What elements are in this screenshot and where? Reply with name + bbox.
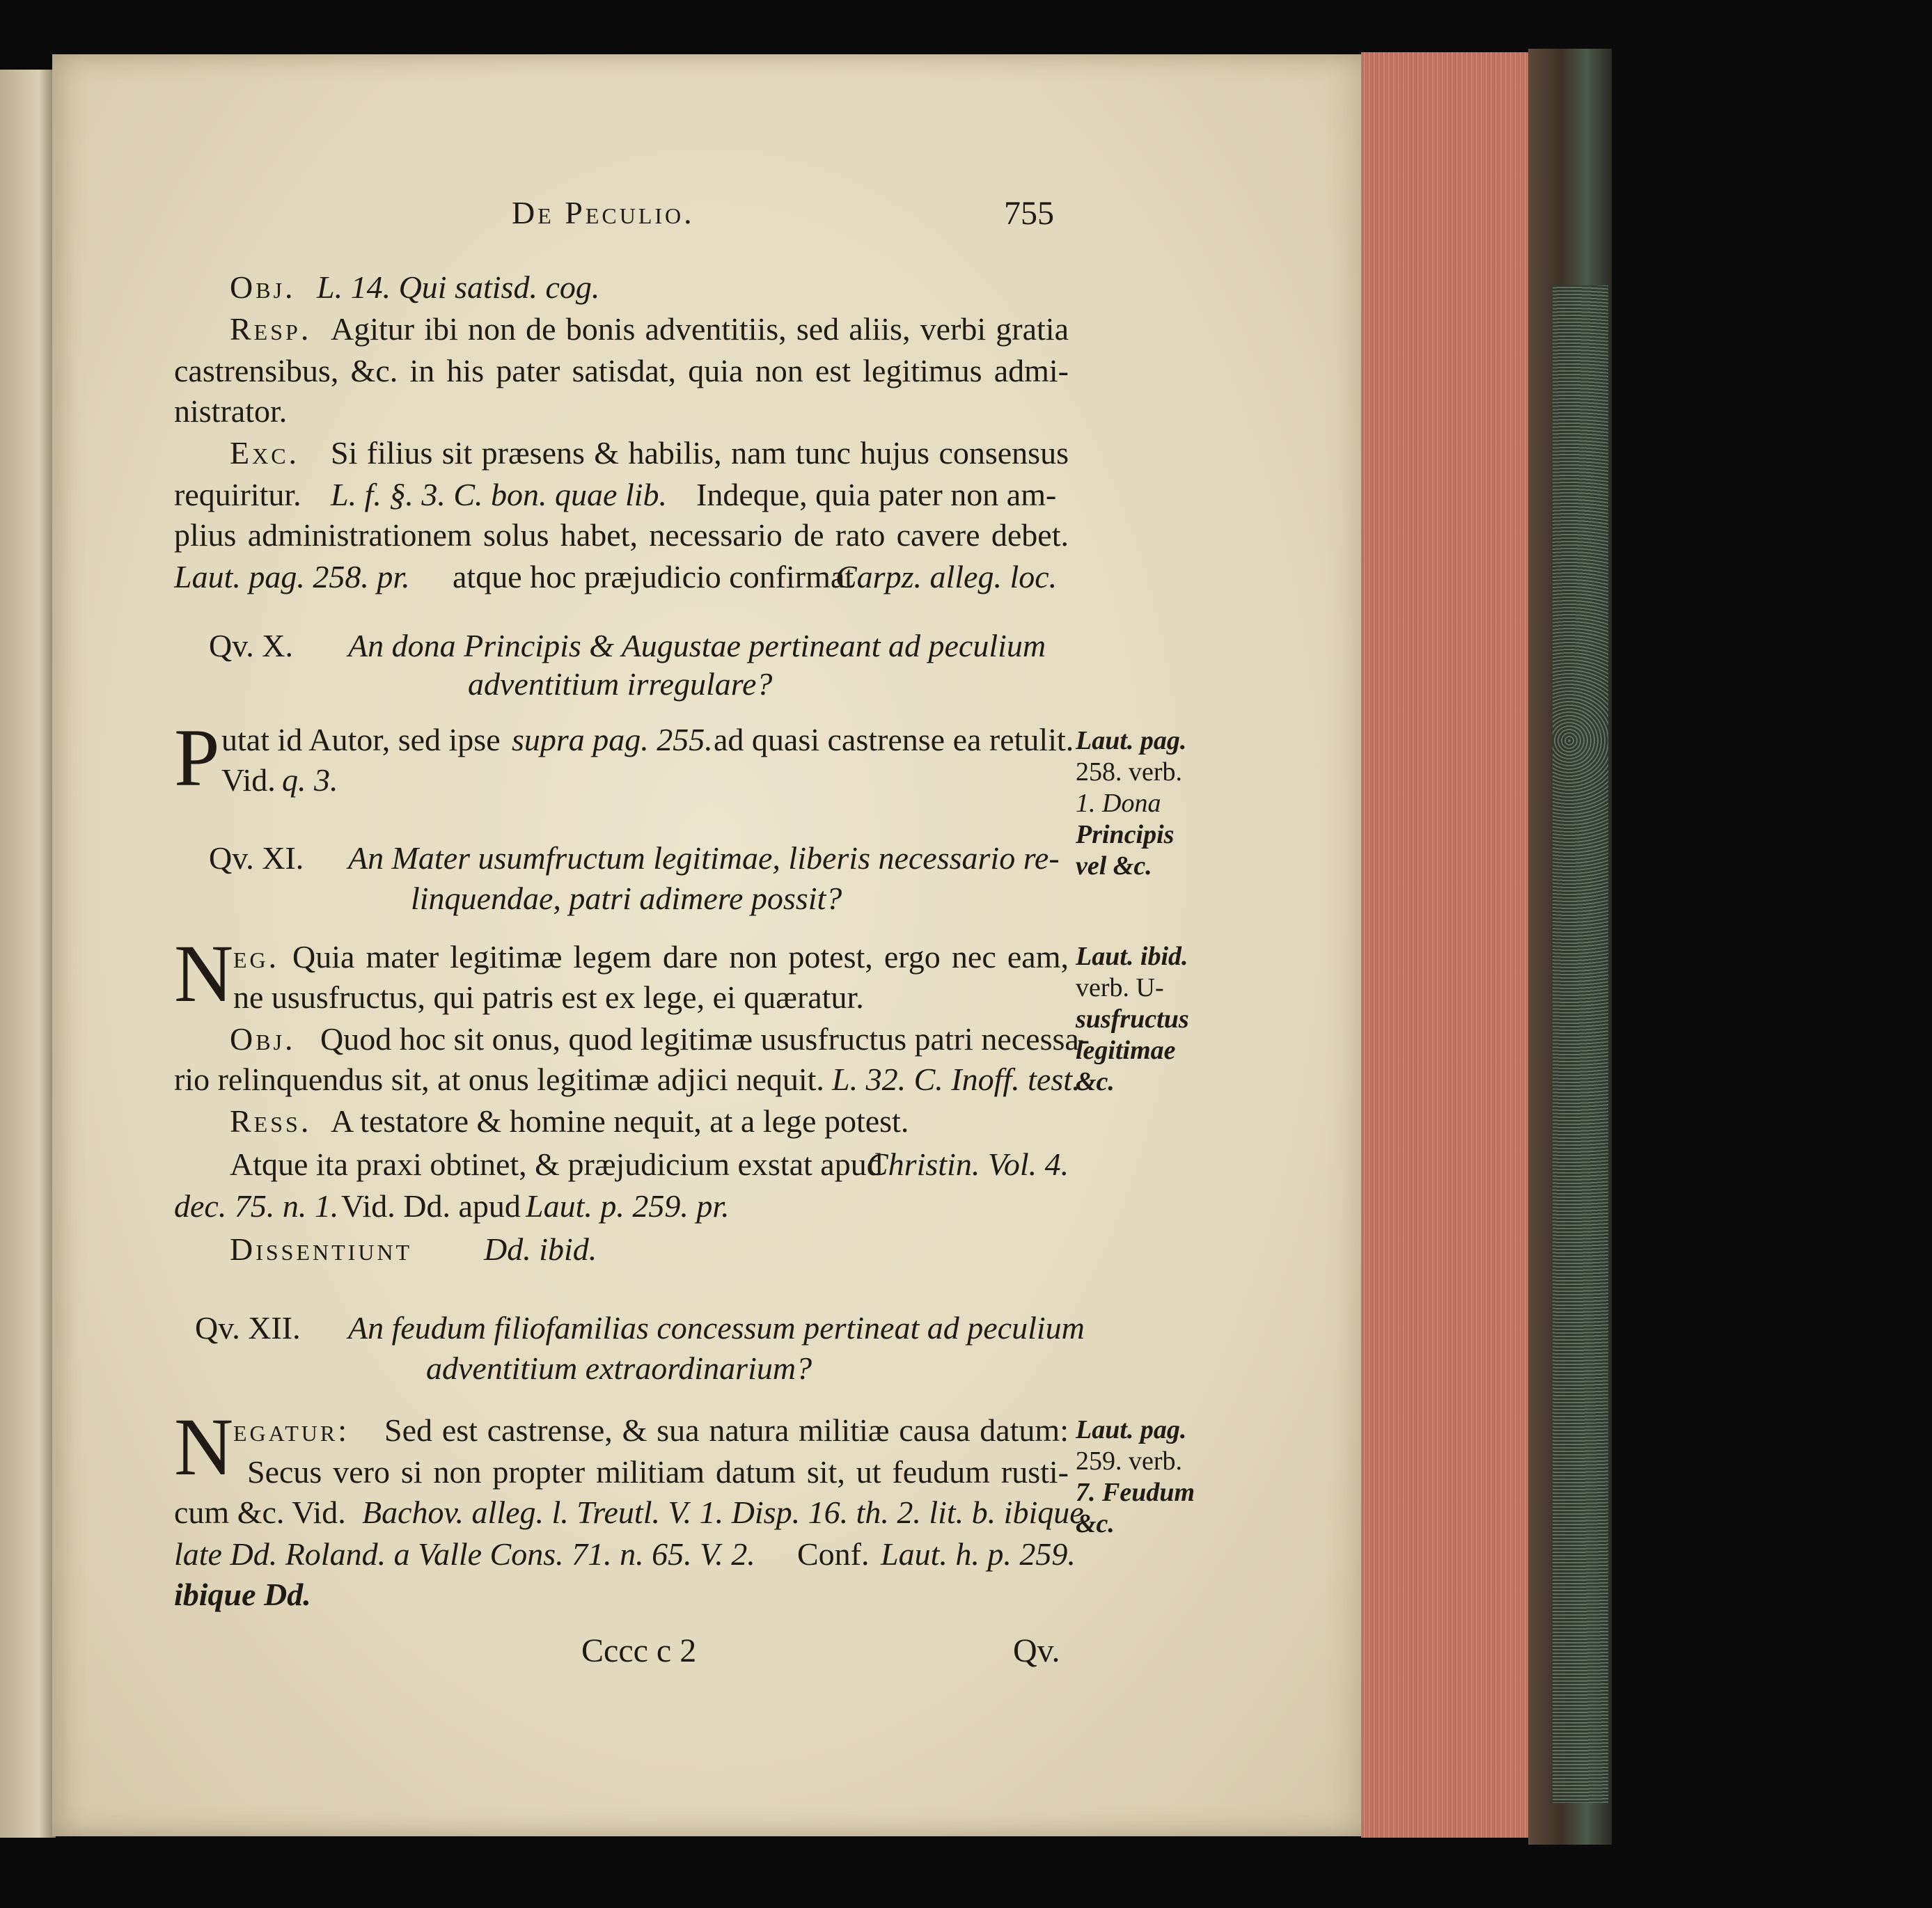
question-11-line-2: linquendae, patri adimere possit?	[411, 881, 842, 916]
question-10-line-1: An dona Principis & Augustae pertineant ad peculium	[348, 628, 1046, 663]
margin-note-1-line-3: 1. Dona	[1076, 789, 1161, 818]
page-number: 755	[1004, 195, 1054, 232]
resp-line-3: nistrator.	[174, 393, 288, 429]
negatur-line-2: Secus vero si non propter militiam datum sit, ut feudum rusti-	[247, 1454, 1069, 1490]
drop-cap-n-2: N	[174, 1401, 234, 1492]
resp2-label: Ress.	[230, 1103, 312, 1139]
page-fore-edge	[1361, 52, 1532, 1838]
exc-line-4a: Laut. pag. 258. pr.	[174, 559, 410, 594]
margin-note-2-line-1: Laut. ibid.	[1076, 942, 1188, 971]
negatur-line-3b: Bachov. alleg. l. Treutl. V. 1. Disp. 16. th. 2. lit. b. ibique	[362, 1495, 1084, 1530]
signature-mark: Cccc c 2	[581, 1632, 697, 1669]
exc-line-2c: Indeque, quia pater non am-	[696, 477, 1057, 512]
margin-note-1-line-4: Principis	[1076, 820, 1175, 849]
margin-note-2-line-2: verb. U-	[1076, 973, 1164, 1002]
question-11-line-1: An Mater usumfructum legitimae, liberis necessario re-	[348, 840, 1060, 876]
putat-line-1a: utat id Autor, sed ipse	[221, 722, 501, 757]
question-11-label: Qv. XI.	[209, 840, 304, 876]
catchword: Qv.	[1013, 1632, 1060, 1669]
atque-line-1a: Atque ita praxi obtinet, & præjudicium exstat apud	[230, 1146, 883, 1182]
negatur-line-1: Sed est castrense, & sua natura militiæ causa datum:	[384, 1412, 1069, 1448]
negatur-label: egatur:	[233, 1412, 350, 1448]
margin-note-1-line-2: 258. verb.	[1076, 757, 1183, 787]
margin-note-1-line-1: Laut. pag.	[1076, 726, 1187, 755]
exc-line-1: Si filius sit præsens & habilis, nam tunc hujus consensus	[331, 435, 1069, 471]
resp-line-1: Agitur ibi non de bonis adventitiis, sed aliis, verbi gratia	[331, 311, 1069, 347]
running-title: De Peculio.	[512, 195, 695, 230]
exc-label: Exc.	[230, 435, 300, 471]
neg-line-2: ne ususfructus, qui patris est ex lege, ei quæratur.	[233, 979, 864, 1015]
margin-note-3-line-2: 259. verb.	[1076, 1446, 1183, 1476]
margin-note-3-line-1: Laut. pag.	[1076, 1415, 1187, 1444]
margin-note-3-line-3: 7. Feudum	[1076, 1478, 1195, 1507]
margin-note-2-line-4: legitimae	[1076, 1036, 1176, 1065]
marbled-cover	[1553, 285, 1608, 1803]
question-12-label: Qv. XII.	[195, 1310, 301, 1346]
question-12-line-2: adventitium extraordinarium?	[426, 1350, 812, 1386]
exc-line-4c: Carpz. alleg. loc.	[835, 559, 1058, 594]
putat-line-2a: Vid.	[221, 762, 276, 798]
atque-line-2c: Laut. p. 259. pr.	[526, 1188, 730, 1224]
dissent-text: Dd. ibid.	[484, 1231, 597, 1267]
negatur-line-4c: Laut. h. p. 259.	[881, 1536, 1076, 1572]
resp-label: Resp.	[230, 311, 312, 347]
putat-line-2b: q. 3.	[282, 762, 338, 798]
drop-cap-p: P	[174, 712, 220, 803]
resp2-text: A testatore & homine nequit, at a lege potest.	[331, 1103, 909, 1139]
obj-label: Obj.	[230, 269, 296, 305]
question-12-line-1: An feudum filiofamilias concessum pertineat ad peculium	[348, 1310, 1085, 1346]
drop-cap-n: N	[174, 928, 234, 1019]
negatur-line-4b: Conf.	[797, 1536, 870, 1572]
question-10-label: Qv. X.	[209, 628, 293, 663]
exc-line-3: plius administrationem solus habet, necessario de rato cavere debet.	[174, 517, 1069, 553]
exc-line-2b: L. f. §. 3. C. bon. quae lib.	[331, 477, 668, 512]
margin-note-1-line-5: vel &c.	[1076, 851, 1152, 881]
neg-label: eg.	[233, 939, 280, 975]
negatur-line-5: ibique Dd.	[174, 1577, 311, 1612]
putat-line-1b: supra pag. 255.	[512, 722, 713, 757]
atque-line-1b: Christin. Vol. 4.	[867, 1146, 1069, 1182]
obj-text: L. 14. Qui satisd. cog.	[317, 269, 600, 305]
exc-line-2a: requiritur.	[174, 477, 301, 512]
obj2-label: Obj.	[230, 1021, 296, 1057]
obj2-line-2b: L. 32. C. Inoff. test.	[832, 1062, 1081, 1097]
margin-note-3-line-4: &c.	[1076, 1509, 1115, 1538]
exc-line-4b: atque hoc præjudicio confirmat	[453, 559, 854, 594]
neg-line-1: Quia mater legitimæ legem dare non potest, ergo nec eam,	[292, 939, 1069, 975]
obj2-line-1: Quod hoc sit onus, quod legitimæ ususfructus patri necessa-	[320, 1021, 1090, 1057]
resp-line-2: castrensibus, &c. in his pater satisdat, quia non est legitimus admi-	[174, 353, 1069, 388]
atque-line-2b: Vid. Dd. apud	[341, 1188, 521, 1224]
atque-line-2a: dec. 75. n. 1.	[174, 1188, 339, 1224]
previous-page-edge	[0, 70, 56, 1838]
margin-note-2-line-5: &c.	[1076, 1067, 1115, 1096]
negatur-line-3a: cum &c. Vid.	[174, 1495, 346, 1530]
dissent-label: Dissentiunt	[230, 1231, 413, 1267]
putat-line-1c: ad quasi castrense ea retulit.	[714, 722, 1074, 757]
negatur-line-4a: late Dd. Roland. a Valle Cons. 71. n. 65. V. 2.	[174, 1536, 755, 1572]
margin-note-2-line-3: susfructus	[1076, 1004, 1189, 1034]
obj2-line-2a: rio relinquendus sit, at onus legitimæ adjici nequit.	[174, 1062, 824, 1097]
question-10-line-2: adventitium irregulare?	[468, 666, 773, 702]
